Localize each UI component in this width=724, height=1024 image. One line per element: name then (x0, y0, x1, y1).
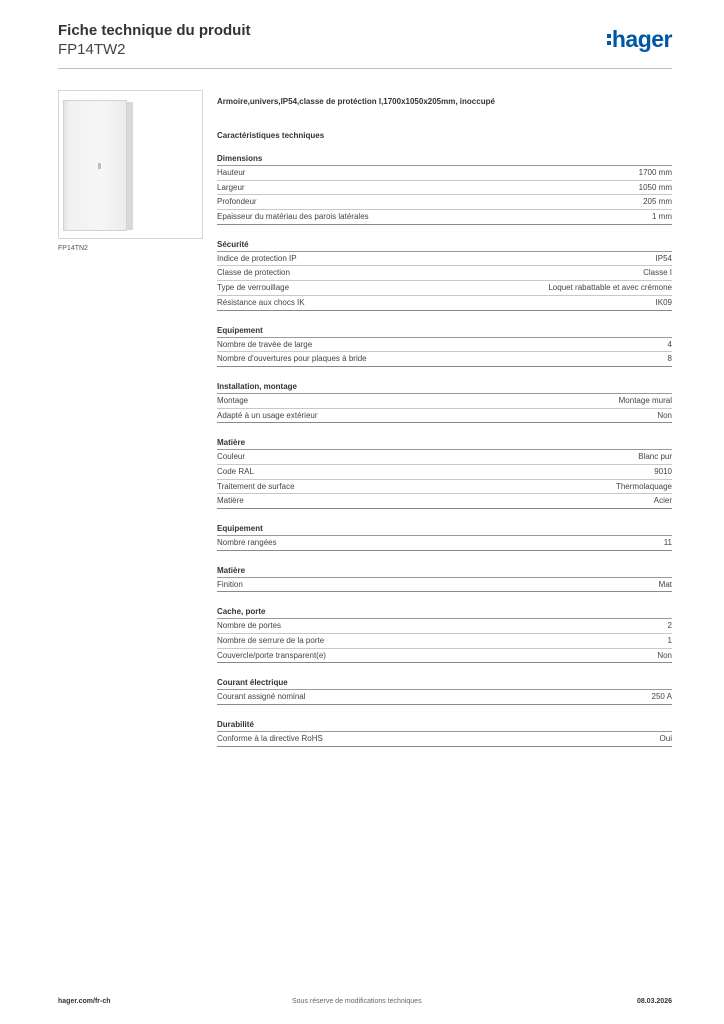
footer-website[interactable]: hager.com/fr-ch (58, 998, 111, 1005)
spec-value: Acier (653, 496, 672, 506)
cabinet-handle (98, 163, 101, 169)
spec-row (217, 536, 672, 551)
spec-row (217, 690, 672, 705)
spec-label: Courant assigné nominal (217, 692, 306, 702)
spec-section-title: Matière (217, 437, 672, 450)
spec-section (217, 437, 672, 509)
spec-row (217, 252, 672, 267)
spec-label: Matière (217, 496, 244, 506)
page-footer (58, 998, 672, 1010)
spec-label: Finition (217, 579, 243, 589)
spec-value: 1050 mm (638, 182, 672, 192)
spec-row (217, 619, 672, 634)
spec-value: Thermolaquage (615, 481, 672, 491)
spec-section (217, 719, 672, 747)
spec-label: Conforme à la directive RoHS (217, 734, 323, 744)
spec-section (217, 381, 672, 423)
spec-label: Nombre de portes (217, 621, 282, 631)
spec-row (217, 649, 672, 664)
spec-row (217, 732, 672, 747)
spec-label: Traitement de surface (217, 481, 295, 491)
spec-label: Type de verrouillage (217, 283, 290, 293)
spec-label: Couleur (217, 452, 246, 462)
product-description: Armoire,univers,IP54,classe de protéction I,1700x1050x205mm, inoccupé (217, 97, 495, 106)
page-header (58, 21, 672, 69)
spec-value: IP54 (655, 253, 672, 263)
spec-section-title: Equipement (217, 325, 672, 338)
spec-value: Montage mural (618, 395, 672, 405)
spec-row (217, 166, 672, 181)
spec-row (217, 578, 672, 593)
spec-label: Largeur (217, 182, 245, 192)
spec-value: Classe I (643, 268, 672, 278)
spec-section-title: Cache, porte (217, 606, 672, 619)
footer-date: 08.03.2026 (636, 998, 672, 1005)
spec-label: Couvercle/porte transparent(e) (217, 650, 326, 660)
logo-text: hager (611, 26, 672, 52)
spec-row (217, 210, 672, 225)
product-image (58, 90, 203, 239)
spec-content (217, 96, 672, 747)
spec-value: Loquet rabattable et avec crémone (548, 283, 672, 293)
spec-label: Nombre rangées (217, 538, 277, 547)
spec-row (217, 480, 672, 495)
spec-value: IK09 (655, 297, 672, 307)
spec-row (217, 409, 672, 424)
spec-section (217, 606, 672, 663)
spec-section-title: Dimensions (217, 153, 672, 166)
spec-value: 1700 mm (638, 168, 672, 177)
spec-value: Blanc pur (638, 452, 672, 462)
spec-value: Non (657, 650, 672, 660)
footer-notice: Sous réserve de modifications techniques (292, 998, 422, 1005)
cabinet-illustration (63, 100, 127, 231)
spec-section-title: Matière (217, 565, 672, 578)
spec-label: Indice de protection IP (217, 253, 297, 263)
spec-value: 4 (667, 339, 672, 349)
spec-section-title: Installation, montage (217, 381, 672, 394)
spec-value: 11 (663, 538, 672, 547)
header-divider (58, 68, 672, 69)
spec-value: 1 mm (652, 212, 672, 222)
spec-value: 2 (667, 621, 672, 631)
spec-value: 250 A (651, 692, 672, 702)
spec-label: Nombre de travée de large (217, 339, 313, 349)
spec-value: 9010 (654, 466, 672, 476)
spec-label: Nombre de serrure de la porte (217, 636, 325, 646)
spec-label: Hauteur (217, 168, 246, 177)
spec-section (217, 239, 672, 311)
spec-label: Profondeur (217, 197, 257, 207)
spec-row (217, 494, 672, 509)
spec-sections (217, 153, 672, 747)
spec-label: Adapté à un usage extérieur (217, 410, 318, 420)
cabinet-side (127, 102, 133, 230)
spec-label: Code RAL (217, 466, 254, 476)
spec-label: Résistance aux chocs IK (217, 297, 305, 307)
spec-row (217, 281, 672, 296)
spec-section-title: Courant électrique (217, 677, 672, 690)
logo-dots-icon (607, 34, 611, 45)
product-image-caption: FP14TN2 (58, 245, 88, 252)
product-reference: FP14TW2 (58, 41, 126, 58)
spec-row (217, 450, 672, 465)
spec-row (217, 352, 672, 367)
spec-section-title: Sécurité (217, 239, 672, 252)
spec-row (217, 195, 672, 210)
spec-value: 8 (667, 354, 672, 364)
page-title: Fiche technique du produit (58, 22, 251, 39)
spec-row (217, 634, 672, 649)
spec-label: Classe de protection (217, 268, 290, 278)
spec-section-title: Durabilité (217, 719, 672, 732)
spec-value: 205 mm (643, 197, 672, 207)
spec-value: Mat (658, 579, 672, 589)
spec-row (217, 338, 672, 353)
spec-row (217, 181, 672, 196)
spec-section (217, 153, 672, 225)
spec-row (217, 394, 672, 409)
spec-section (217, 523, 672, 551)
spec-row (217, 266, 672, 281)
spec-row (217, 465, 672, 480)
spec-label: Montage (217, 395, 249, 405)
spec-label: Epaisseur du matériau des parois latérales (217, 212, 369, 222)
spec-label: Nombre d'ouvertures pour plaques à bride (217, 354, 367, 364)
spec-value: Non (657, 410, 672, 420)
specs-heading: Caractéristiques techniques (217, 131, 325, 140)
spec-section (217, 325, 672, 367)
spec-row (217, 296, 672, 311)
spec-section-title: Equipement (217, 523, 672, 536)
spec-section (217, 565, 672, 593)
spec-section (217, 677, 672, 705)
spec-value: Oui (659, 734, 672, 744)
spec-value: 1 (667, 636, 672, 646)
hager-logo (607, 27, 672, 51)
